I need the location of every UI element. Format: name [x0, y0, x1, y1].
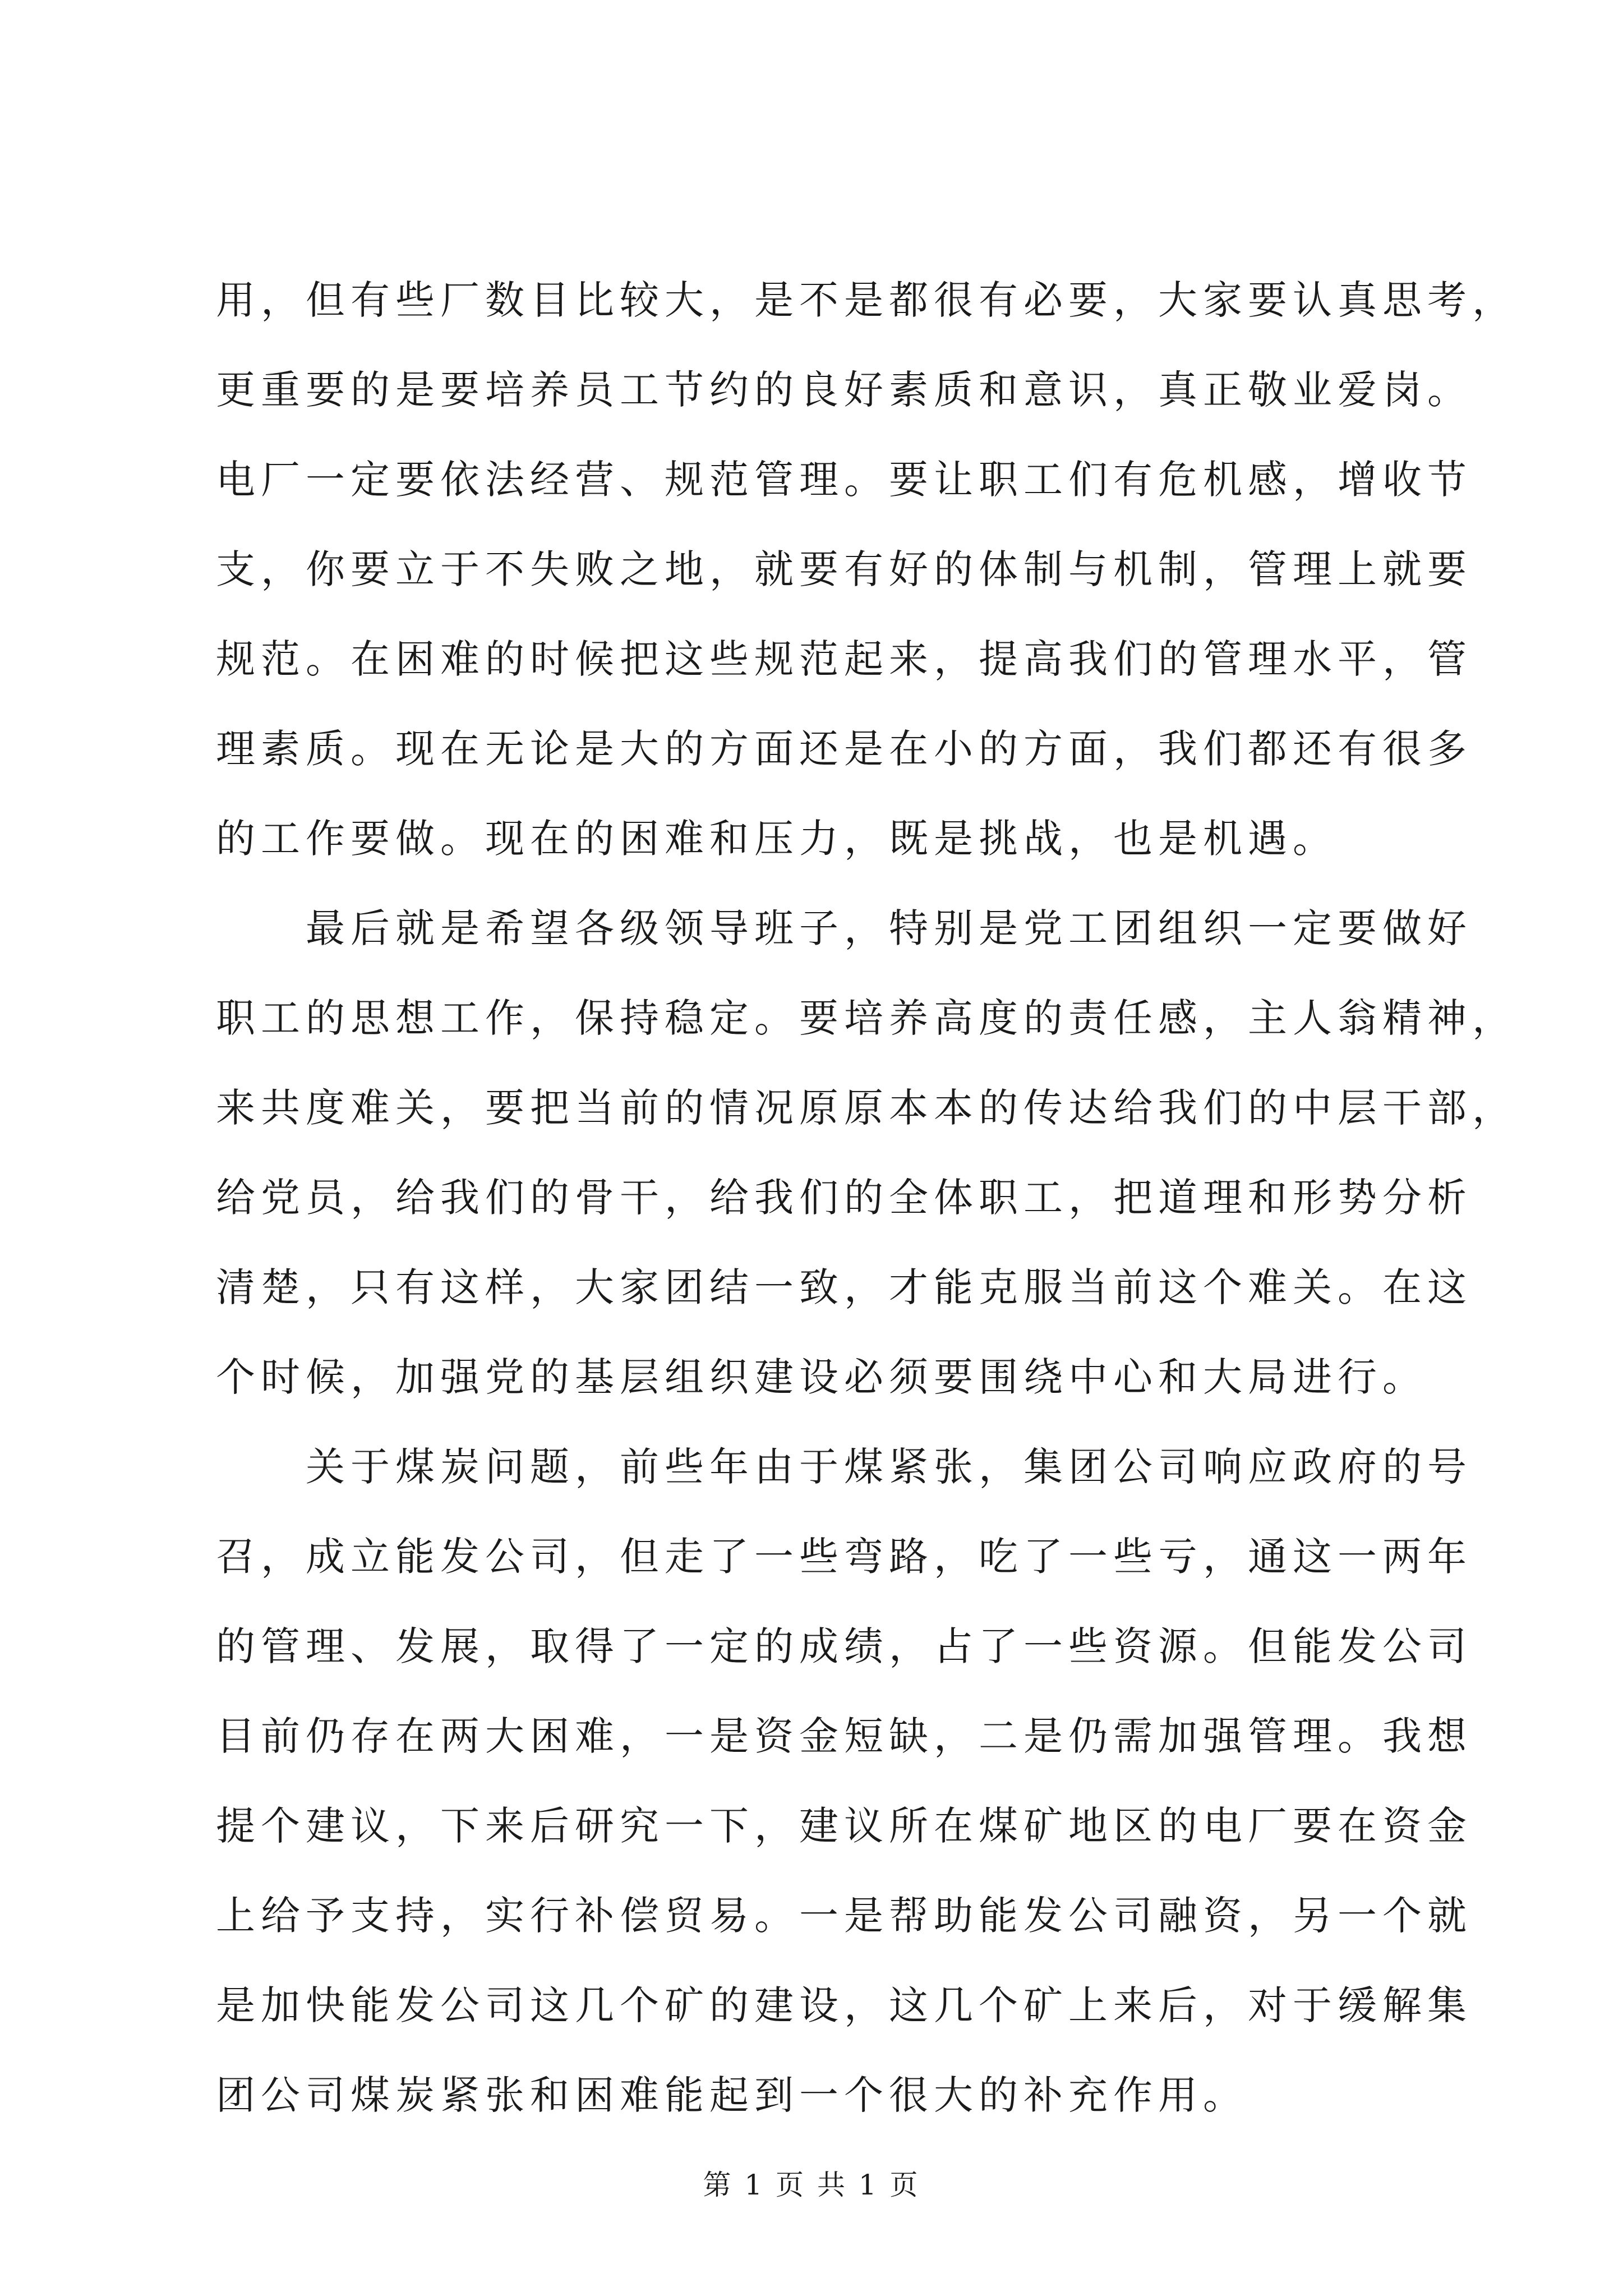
page-number-footer: 第 1 页 共 1 页 [703, 2169, 920, 2201]
text-line: 更重要的是要培养员工节约的良好素质和意识，真正敬业爱岗。 [216, 367, 1472, 413]
text-line: 召，成立能发公司，但走了一些弯路，吃了一些亏，通这一两年 [216, 1534, 1472, 1580]
text-line: 目前仍存在两大困难，一是资金短缺，二是仍需加强管理。我想 [216, 1713, 1472, 1759]
text-line: 电厂一定要依法经营、规范管理。要让职工们有危机感，增收节 [216, 457, 1472, 503]
text-line: 是加快能发公司这几个矿的建设，这几个矿上来后，对于缓解集 [216, 1982, 1472, 2028]
paragraph-first-line: 关于煤炭问题，前些年由于煤紧张，集团公司响应政府的号 [306, 1444, 1472, 1490]
text-line: 提个建议，下来后研究一下，建议所在煤矿地区的电厂要在资金 [216, 1803, 1472, 1849]
paragraph-first-line: 最后就是希望各级领导班子，特别是党工团组织一定要做好 [306, 905, 1472, 951]
text-line: 个时候，加强党的基层组织建设必须要围绕中心和大局进行。 [216, 1354, 1427, 1400]
text-line: 支，你要立于不失败之地，就要有好的体制与机制，管理上就要 [216, 546, 1472, 592]
text-line: 用，但有些厂数目比较大，是不是都很有必要，大家要认真思考， [216, 277, 1517, 323]
text-line: 团公司煤炭紧张和困难能起到一个很大的补充作用。 [216, 2072, 1248, 2118]
text-line: 来共度难关，要把当前的情况原原本本的传达给我们的中层干部， [216, 1085, 1517, 1131]
text-line: 给党员，给我们的骨干，给我们的全体职工，把道理和形势分析 [216, 1175, 1472, 1221]
text-line: 规范。在困难的时候把这些规范起来，提高我们的管理水平，管 [216, 636, 1472, 682]
text-line: 的管理、发展，取得了一定的成绩，占了一些资源。但能发公司 [216, 1623, 1472, 1669]
text-line: 清楚，只有这样，大家团结一致，才能克服当前这个难关。在这 [216, 1264, 1472, 1310]
text-line: 的工作要做。现在的困难和压力，既是挑战，也是机遇。 [216, 816, 1338, 862]
text-line: 上给予支持，实行补偿贸易。一是帮助能发公司融资，另一个就 [216, 1893, 1472, 1939]
text-line: 理素质。现在无论是大的方面还是在小的方面，我们都还有很多 [216, 726, 1472, 772]
text-line: 职工的思想工作，保持稳定。要培养高度的责任感，主人翁精神， [216, 995, 1517, 1041]
